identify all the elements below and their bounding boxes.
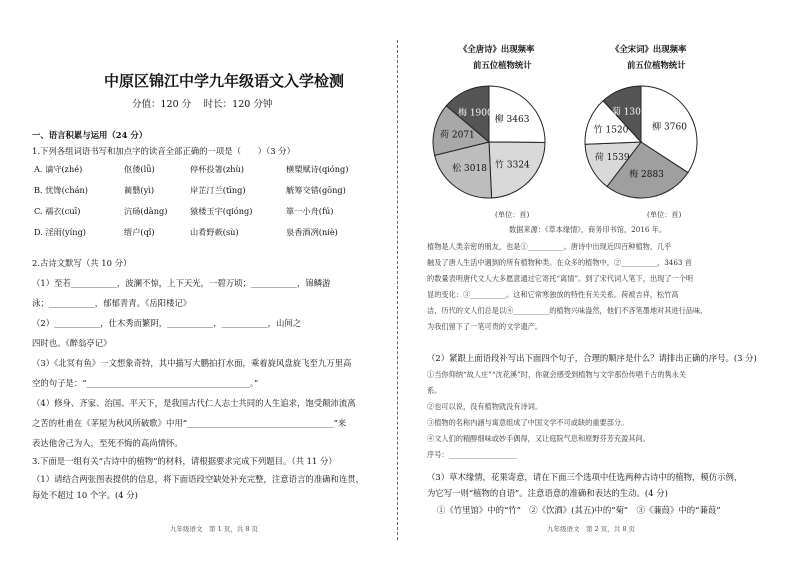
question-3: 3.下面是一组有关“古诗中的植物”的材料，请根据要求完成下列题目。（共 11 分） bbox=[32, 456, 337, 466]
pie-label: 松 3018 bbox=[452, 164, 487, 175]
pie-label: 荷 2071 bbox=[440, 130, 475, 141]
q3-line-2: 每处不超过 10 个字。(4 分) bbox=[32, 490, 138, 500]
exam-subtitle: 分值：120 分 时长：120 分钟 bbox=[132, 99, 273, 110]
chart-title-song-2: 前五位植物统计 bbox=[627, 60, 686, 70]
page-footer: 九年级语文 第 1 页，共 8 页 bbox=[170, 525, 259, 533]
chart-title-tang-1: 《全唐诗》出现频率 bbox=[459, 44, 535, 54]
q2-line: （3）《北冥有鱼》一文想象奇特，其中描写大鹏拍打水面，乘着旋风盘旋飞至九万里高 bbox=[32, 358, 352, 368]
q2-item: ①当你仰纳“故人庄”“沈花溪”时，你就会感受到植物与文学那份传唱千古的隽永关 bbox=[427, 370, 687, 379]
q2-item: ④文人们的精醇细味或妙手偶得，又让庭院气息和原野芬芳充盈其间。 bbox=[427, 434, 650, 443]
section-heading: 一、语言积累与运用（24 分） bbox=[32, 130, 148, 140]
q1-option-cell: 岸芷汀兰(tīng) bbox=[190, 185, 246, 195]
pie-label: 竹 3324 bbox=[495, 160, 530, 171]
q2-line: 四时也。《醉翁亭记》 bbox=[32, 338, 112, 348]
pie-label: 柳 3463 bbox=[494, 115, 530, 126]
passage-line: 触及了唐人生活中遇到的所有植物种类。在众多的植物中，②__________，3463 首 bbox=[427, 258, 692, 267]
q3-line-1: （1）请结合两张图表提供的信息，将下面语段空缺处补充完整，注意语言的准确和连贯， bbox=[32, 474, 364, 484]
q2-item: 系。 bbox=[427, 386, 442, 395]
q1-option-cell: 山肴野蔌(sù) bbox=[190, 227, 239, 237]
q1-option-cell: 觥筹交错(gōng) bbox=[286, 185, 346, 195]
pie-label: 梅 2883 bbox=[629, 170, 664, 181]
question-2: 2.古诗文默写（共 10 分） bbox=[32, 258, 132, 268]
q2-line: 表达他舍己为人，至死不悔的高尚情怀。 bbox=[32, 438, 183, 448]
q2-line: （1）至若___________，波澜不惊，上下天光，一碧万顷；___________，锦鳞游 bbox=[32, 278, 331, 288]
q2-item: ③植物的名称内涵与寓意组成了中国文学不可或缺的重要部分。 bbox=[427, 418, 629, 427]
q1-option-cell: 停杯投箸(zhù) bbox=[190, 164, 244, 174]
pie-label: 竹 1520 bbox=[593, 125, 629, 136]
pie-label: 荷 1539 bbox=[594, 152, 630, 163]
q2-item: 序号：___________________ bbox=[427, 450, 517, 459]
q1-option-cell: B. 忧馋(chán) bbox=[34, 185, 88, 195]
unit-label-right: (单位：首) bbox=[647, 210, 682, 219]
right-q3-line-1: （3）草木缘情，花果寄意，请在下面三个选项中任选两种古诗中的植物，模仿示例， bbox=[427, 472, 743, 482]
q1-option-cell: 沆砀(dàng) bbox=[124, 206, 168, 216]
pie-charts bbox=[397, 72, 794, 222]
q1-option-cell: 伛偻(lǚ) bbox=[124, 164, 155, 174]
q2-line: 之苦的杜甫在《茅屋为秋风所破歌》中用“___________________________________”来 bbox=[32, 418, 347, 428]
q1-option-cell: 蔺翳(yì) bbox=[124, 185, 155, 195]
q1-option-cell: D. 淫雨(yíng) bbox=[34, 227, 86, 237]
passage-line: 植物是人类亲密的朋友，也是①__________。唐诗中出现近四百种植物，几乎 bbox=[427, 242, 672, 251]
q1-option-cell: C. 襦衣(cuī) bbox=[34, 206, 81, 216]
passage-line: 为我们留下了一笔可贵的文学遗产。 bbox=[427, 322, 543, 331]
pie-label: 梅 1900 bbox=[457, 108, 493, 119]
right-q3-options: ①《竹里馆》中的“竹” ②《饮酒》(其五)中的“菊” ③《蒹葭》中的“蒹葭” bbox=[437, 505, 721, 515]
unit-label-left: (单位：首) bbox=[495, 210, 530, 219]
q1-option-cell: 猿楼玉宇(qióng) bbox=[190, 206, 253, 216]
q2-line: 空的句子是：“_______________________________________。” bbox=[32, 378, 259, 388]
passage-line: 显的变化：③__________。这和它常寒独放的特性有关关系。荷被吉祥，松竹高 bbox=[427, 290, 679, 299]
q1-option-cell: 横槊赋诗(qióng) bbox=[286, 164, 349, 174]
page-footer-right: 九年级语文 第 2 页，共 8 页 bbox=[547, 525, 636, 533]
right-q3-line-2: 为它写一则“植物的自语”。注意语意的准确和表达的生动。(4 分) bbox=[427, 488, 668, 498]
right-question-2: （2）紧跟上面语段补写出下面四个句子，合理的顺序是什么？请排出正确的序号。(3 分) bbox=[427, 353, 757, 363]
exam-title: 中原区锦江中学九年级语文入学检测 bbox=[104, 72, 345, 90]
q1-option-cell: A. 谪守(zhé) bbox=[34, 164, 83, 174]
chart-title-song-1: 《全宋词》出现频率 bbox=[611, 44, 687, 54]
q2-item: ②也可以说，没有植物就没有诗词。 bbox=[427, 402, 543, 411]
passage-line: 洁，历代的文人们总是以④__________的植物兴味盎然，他们不吝笔墨地对其进行品味， bbox=[427, 306, 708, 315]
data-source: 数据来源：《草本缘情》，商务印书馆，2016 年。 bbox=[509, 225, 667, 234]
passage-line: 的数量表明唐代文人大多愿意通过它寄托“离情”。到了宋代词人笔下，出现了一个明 bbox=[427, 274, 694, 283]
q2-line: （4）修身、齐家、治国、平天下，是我国古代仁人志士共同的人生追求，饱受颠沛流离 bbox=[32, 398, 356, 408]
q1-option-cell: 泉香酒冽(niè) bbox=[286, 227, 338, 237]
q2-line: （2）___________，仕木秀而繁阴，___________，___________，山间之 bbox=[32, 318, 302, 328]
q2-line: 泳；___________，郁郁青青。《岳阳楼记》 bbox=[32, 298, 192, 308]
pie-label: 菊 1300 bbox=[611, 107, 647, 118]
pie-label: 柳 3760 bbox=[652, 122, 687, 133]
question-1: 1.下列各组词语书写和加点字的读音全部正确的一项是（ ）（3 分） bbox=[32, 146, 296, 156]
q1-option-cell: 缙户(qǐ) bbox=[124, 227, 155, 237]
right-page bbox=[397, 0, 794, 561]
q1-option-cell: 箪一小舟(fú) bbox=[286, 206, 334, 216]
chart-title-tang-2: 前五位植物统计 bbox=[473, 60, 532, 70]
